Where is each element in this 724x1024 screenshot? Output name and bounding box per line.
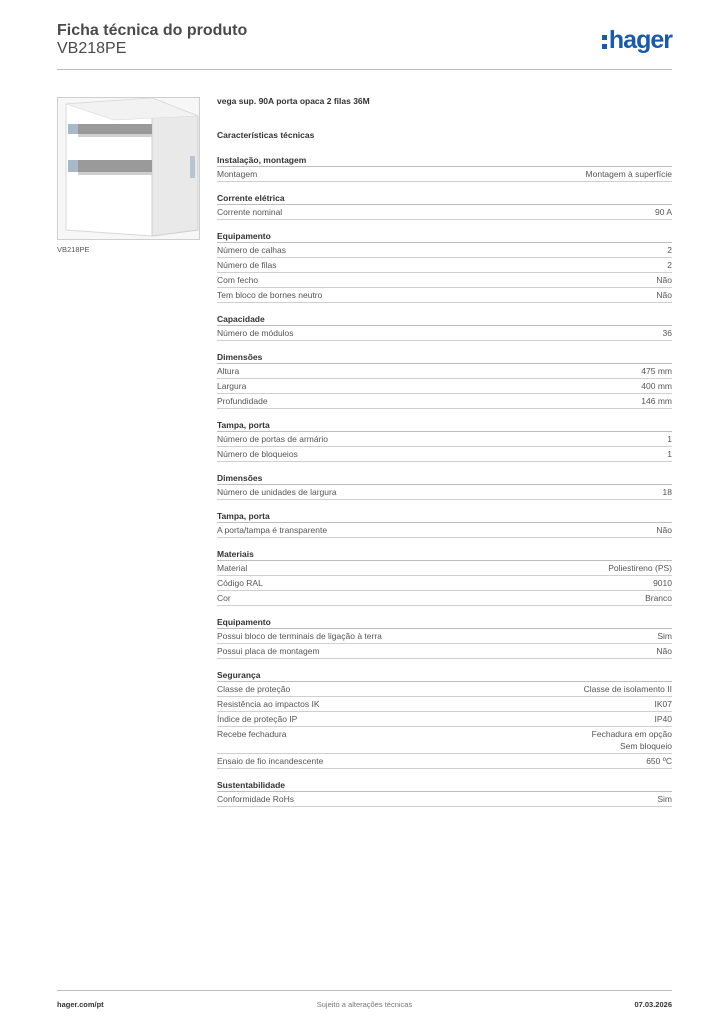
spec-row [217,364,672,379]
spec-row [217,561,672,576]
spec-value [667,433,672,445]
spec-section [217,230,672,303]
section-title: Sustentabilidade [217,779,672,792]
page-footer [57,990,672,1014]
spec-value [667,244,672,256]
spec-value [655,206,672,218]
spec-label: Com fecho [217,275,259,285]
spec-value-line: 90 A [654,207,672,217]
spec-value-line: Sem bloqueio [620,741,672,751]
spec-row [217,379,672,394]
spec-section [217,154,672,182]
spec-label: Número de módulos [217,328,294,338]
spec-label: Número de filas [217,260,277,270]
spec-label: Profundidade [217,396,268,406]
spec-row [217,576,672,591]
section-title: Instalação, montagem [217,154,672,167]
logo-dots-icon [602,35,607,49]
spec-label: Montagem [217,169,258,179]
spec-row [217,591,672,606]
spec-label: Ensaio de fio incandescente [217,756,324,766]
spec-section [217,472,672,500]
spec-value [663,327,672,339]
spec-value-line: 146 mm [641,396,672,406]
spec-label: Possui placa de montagem [217,646,320,656]
spec-label: Classe de proteção [217,684,291,694]
spec-row [217,205,672,220]
spec-value [641,365,672,377]
footer-note: Sujeito a alterações técnicas [316,1000,413,1009]
spec-row [217,644,672,659]
spec-section [217,669,672,769]
spec-value-line: Branco [645,593,672,603]
spec-label: Altura [217,366,240,376]
section-title: Dimensões [217,351,672,364]
hager-logo [602,26,672,55]
section-title: Capacidade [217,313,672,326]
spec-section [217,548,672,606]
spec-value-line: 1 [667,449,672,459]
spec-value [667,259,672,271]
spec-value [584,683,672,695]
spec-value [592,728,672,752]
page-header [57,20,672,70]
spec-row [217,523,672,538]
spec-row [217,629,672,644]
tech-characteristics-title: Características técnicas [217,130,315,140]
product-code: VB218PE [57,40,127,57]
footer-date: 07.03.2026 [634,1000,672,1009]
section-title: Equipamento [217,230,672,243]
spec-value-line: 1 [667,434,672,444]
spec-row [217,167,672,182]
image-caption: VB218PE [57,245,90,254]
spec-row [217,432,672,447]
spec-section [217,313,672,341]
spec-value [656,289,672,301]
spec-value-line: Sim [657,631,672,641]
spec-row [217,712,672,727]
spec-value [586,168,672,180]
spec-row [217,447,672,462]
spec-value [656,645,672,657]
spec-value-line: 475 mm [641,366,672,376]
footer-website: hager.com/pt [57,1000,104,1009]
spec-row [217,273,672,288]
spec-label: Número de bloqueios [217,449,298,459]
spec-value-line: 9010 [653,578,672,588]
spec-value [646,755,672,767]
spec-value-line: IK07 [654,699,672,709]
spec-section [217,419,672,462]
spec-value [657,630,672,642]
section-title: Equipamento [217,616,672,629]
enclosure-illustration [58,98,200,240]
spec-label: Conformidade RoHs [217,794,295,804]
spec-row [217,727,672,754]
spec-row [217,288,672,303]
spec-label: A porta/tampa é transparente [217,525,328,535]
spec-label: Recebe fechadura [217,729,287,739]
section-title: Dimensões [217,472,672,485]
spec-value-line: Montagem à superfície [585,169,672,179]
spec-value [663,486,672,498]
spec-value-line: Não [656,290,672,300]
product-image [57,97,200,240]
spec-section [217,351,672,409]
section-title: Materiais [217,548,672,561]
spec-value [653,577,672,589]
spec-value-line: 400 mm [641,381,672,391]
spec-label: Cor [217,593,231,603]
spec-value-line: Classe de isolamento II [583,684,672,694]
spec-value [655,713,673,725]
spec-label: Corrente nominal [217,207,283,217]
spec-label: Possui bloco de terminais de ligação à terra [217,631,382,641]
spec-value [608,562,672,574]
spec-label: Código RAL [217,578,263,588]
spec-label: Número de calhas [217,245,286,255]
spec-value-line: Não [656,646,672,656]
spec-label: Largura [217,381,247,391]
spec-sections [217,154,672,807]
spec-value-line: 18 [662,487,672,497]
spec-row [217,485,672,500]
spec-content [217,96,672,817]
spec-value [641,395,672,407]
spec-value [656,524,672,536]
spec-label: Resistência ao impactos IK [217,699,320,709]
spec-value [667,448,672,460]
spec-section [217,192,672,220]
spec-row [217,682,672,697]
section-title: Tampa, porta [217,419,672,432]
spec-label: Tem bloco de bornes neutro [217,290,323,300]
spec-row [217,258,672,273]
spec-label: Número de unidades de largura [217,487,337,497]
spec-value-line: IP40 [654,714,672,724]
spec-row [217,394,672,409]
spec-value-line: Não [656,275,672,285]
section-title: Corrente elétrica [217,192,672,205]
document-title: Ficha técnica do produto [57,22,248,39]
section-title: Segurança [217,669,672,682]
spec-section [217,616,672,659]
spec-value [641,380,672,392]
spec-value-line: 36 [662,328,672,338]
spec-label: Número de portas de armário [217,434,329,444]
product-description: vega sup. 90A porta opaca 2 filas 36M [217,96,370,106]
spec-label: Material [217,563,248,573]
spec-value-line: 650 ºC [646,756,672,766]
spec-row [217,243,672,258]
spec-value [657,793,672,805]
spec-value [656,274,672,286]
spec-row [217,792,672,807]
spec-value-line: Sim [657,794,672,804]
spec-row [217,697,672,712]
spec-value-line: Não [656,525,672,535]
spec-value-line: Poliestireno (PS) [608,563,672,573]
spec-label: Índice de proteção IP [217,714,298,724]
spec-row [217,754,672,769]
spec-value-line: Fechadura em opção [591,729,672,739]
spec-value-line: 2 [667,260,672,270]
spec-section [217,779,672,807]
spec-section [217,510,672,538]
spec-value [645,592,672,604]
logo-text: hager [608,26,672,54]
spec-value [655,698,673,710]
spec-value-line: 2 [667,245,672,255]
section-title: Tampa, porta [217,510,672,523]
spec-row [217,326,672,341]
